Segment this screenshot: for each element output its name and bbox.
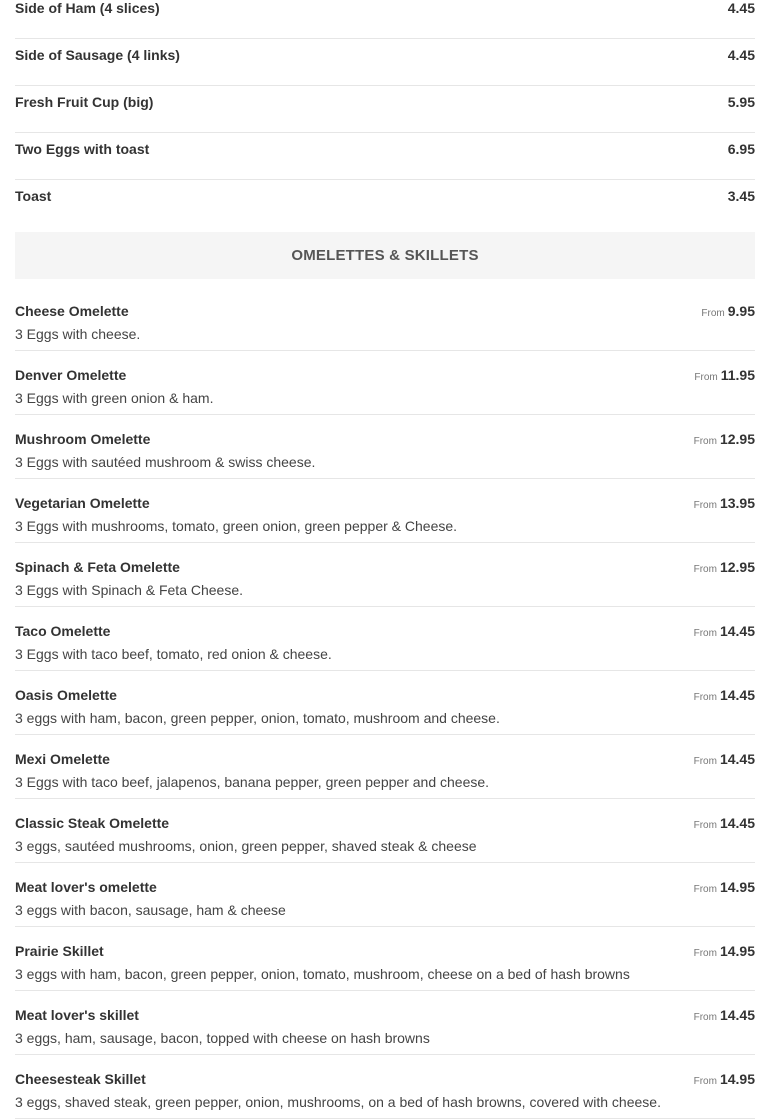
menu-item-name: Fresh Fruit Cup (big) xyxy=(15,94,154,110)
menu-item-row[interactable] xyxy=(15,86,755,133)
menu-item-price: 12.95 xyxy=(719,559,755,575)
menu-item-price: 6.95 xyxy=(727,141,755,157)
menu-item-price: 14.45 xyxy=(719,1007,755,1023)
from-label: From xyxy=(693,564,717,575)
section-title: OMELETTES & SKILLETS xyxy=(291,247,479,264)
menu-item-description: 3 Eggs with green onion & ham. xyxy=(15,390,214,406)
menu-item-price: 14.95 xyxy=(719,879,755,895)
from-label: From xyxy=(693,692,717,703)
from-label: From xyxy=(693,884,717,895)
section-header xyxy=(15,232,755,279)
from-label: From xyxy=(693,948,717,959)
menu-item-row[interactable] xyxy=(15,671,755,735)
menu-item-name: Cheesesteak Skillet xyxy=(15,1071,146,1087)
menu-item-price: 4.45 xyxy=(727,0,755,16)
menu-item-price-box xyxy=(694,623,755,642)
menu-item-row[interactable] xyxy=(15,180,755,228)
menu-item-name: Toast xyxy=(15,188,52,204)
from-label: From xyxy=(693,500,717,511)
menu-item-row[interactable] xyxy=(15,543,755,607)
menu-item-price-box xyxy=(694,495,755,514)
menu-item-row[interactable] xyxy=(15,0,755,39)
menu-item-name: Denver Omelette xyxy=(15,367,127,383)
menu-item-price-box xyxy=(694,1071,755,1090)
menu-item-price: 13.95 xyxy=(719,495,755,511)
menu-item-row[interactable] xyxy=(15,351,755,415)
from-label: From xyxy=(693,820,717,831)
from-label: From xyxy=(693,1076,717,1087)
menu-item-description: 3 eggs, sautéed mushrooms, onion, green pepper, shaved steak & cheese xyxy=(15,838,477,854)
menu-item-name: Side of Ham (4 slices) xyxy=(15,0,160,16)
menu-item-name: Meat lover's skillet xyxy=(15,1007,139,1023)
menu-item-price-box xyxy=(701,303,755,322)
menu-item-row[interactable] xyxy=(15,927,755,991)
menu-item-price: 14.45 xyxy=(719,687,755,703)
menu-item-description: 3 eggs with ham, bacon, green pepper, onion, tomato, mushroom and cheese. xyxy=(15,710,500,726)
omelettes-list xyxy=(15,279,755,1119)
menu-item-price-box xyxy=(694,431,755,450)
menu-item-price-box xyxy=(694,943,755,962)
menu-item-price-box xyxy=(694,815,755,834)
menu-item-row[interactable] xyxy=(15,607,755,671)
menu-item-description: 3 Eggs with Spinach & Feta Cheese. xyxy=(15,582,244,598)
menu-item-description: 3 eggs with bacon, sausage, ham & cheese xyxy=(15,902,286,918)
menu-item-price-box xyxy=(694,687,755,706)
menu-item-description: 3 eggs with ham, bacon, green pepper, onion, tomato, mushroom, cheese on a bed of hash browns xyxy=(15,966,630,982)
menu-item-name: Spinach & Feta Omelette xyxy=(15,559,180,575)
menu-item-name: Side of Sausage (4 links) xyxy=(15,47,180,63)
menu-item-price: 11.95 xyxy=(720,367,755,383)
menu-item-name: Taco Omelette xyxy=(15,623,111,639)
menu-item-description: 3 eggs, shaved steak, green pepper, onion, mushrooms, on a bed of hash browns, covered with cheese. xyxy=(15,1094,661,1110)
menu-item-price: 3.45 xyxy=(727,188,755,204)
menu-item-row[interactable] xyxy=(15,1055,755,1119)
menu-item-description: 3 Eggs with cheese. xyxy=(15,326,141,342)
menu-item-description: 3 eggs, ham, sausage, bacon, topped with cheese on hash browns xyxy=(15,1030,430,1046)
menu-item-description: 3 Eggs with taco beef, tomato, red onion & cheese. xyxy=(15,646,332,662)
menu-item-price: 14.95 xyxy=(719,1071,755,1087)
menu-item-row[interactable] xyxy=(15,991,755,1055)
menu-item-price-box xyxy=(694,1007,755,1026)
menu-item-row[interactable] xyxy=(15,39,755,86)
menu-item-price: 14.45 xyxy=(719,751,755,767)
menu-item-price: 14.45 xyxy=(719,623,755,639)
menu-item-name: Mushroom Omelette xyxy=(15,431,151,447)
menu-item-name: Two Eggs with toast xyxy=(15,141,150,157)
from-label: From xyxy=(693,1012,717,1023)
menu-item-name: Vegetarian Omelette xyxy=(15,495,150,511)
from-label: From xyxy=(693,628,717,639)
menu-item-name: Prairie Skillet xyxy=(15,943,104,959)
menu-item-name: Mexi Omelette xyxy=(15,751,110,767)
from-label: From xyxy=(693,756,717,767)
from-label: From xyxy=(693,436,717,447)
menu-item-description: 3 Eggs with taco beef, jalapenos, banana pepper, green pepper and cheese. xyxy=(15,774,490,790)
menu-item-price-box xyxy=(694,879,755,898)
menu-item-price: 9.95 xyxy=(727,303,755,319)
menu-item-price: 5.95 xyxy=(727,94,755,110)
menu-item-price: 4.45 xyxy=(727,47,755,63)
menu-item-price-box xyxy=(694,559,755,578)
menu-item-row[interactable] xyxy=(15,415,755,479)
menu-item-row[interactable] xyxy=(15,479,755,543)
menu-item-name: Classic Steak Omelette xyxy=(15,815,170,831)
menu-item-description: 3 Eggs with mushrooms, tomato, green onion, green pepper & Cheese. xyxy=(15,518,458,534)
menu-item-row[interactable] xyxy=(15,735,755,799)
menu-item-row[interactable] xyxy=(15,863,755,927)
menu-list xyxy=(15,0,755,1119)
menu-item-row[interactable] xyxy=(15,133,755,180)
sides-list xyxy=(15,0,755,228)
from-label: From xyxy=(694,372,718,383)
menu-item-name: Cheese Omelette xyxy=(15,303,129,319)
menu-item-row[interactable] xyxy=(15,279,755,351)
menu-item-row[interactable] xyxy=(15,799,755,863)
menu-item-price-box xyxy=(694,751,755,770)
menu-item-price-box xyxy=(694,367,755,386)
menu-item-price: 14.95 xyxy=(719,943,755,959)
menu-item-description: 3 Eggs with sautéed mushroom & swiss cheese. xyxy=(15,454,316,470)
menu-item-price: 14.45 xyxy=(719,815,755,831)
from-label: From xyxy=(701,308,725,319)
menu-item-name: Oasis Omelette xyxy=(15,687,117,703)
menu-item-name: Meat lover's omelette xyxy=(15,879,157,895)
menu-item-price: 12.95 xyxy=(719,431,755,447)
